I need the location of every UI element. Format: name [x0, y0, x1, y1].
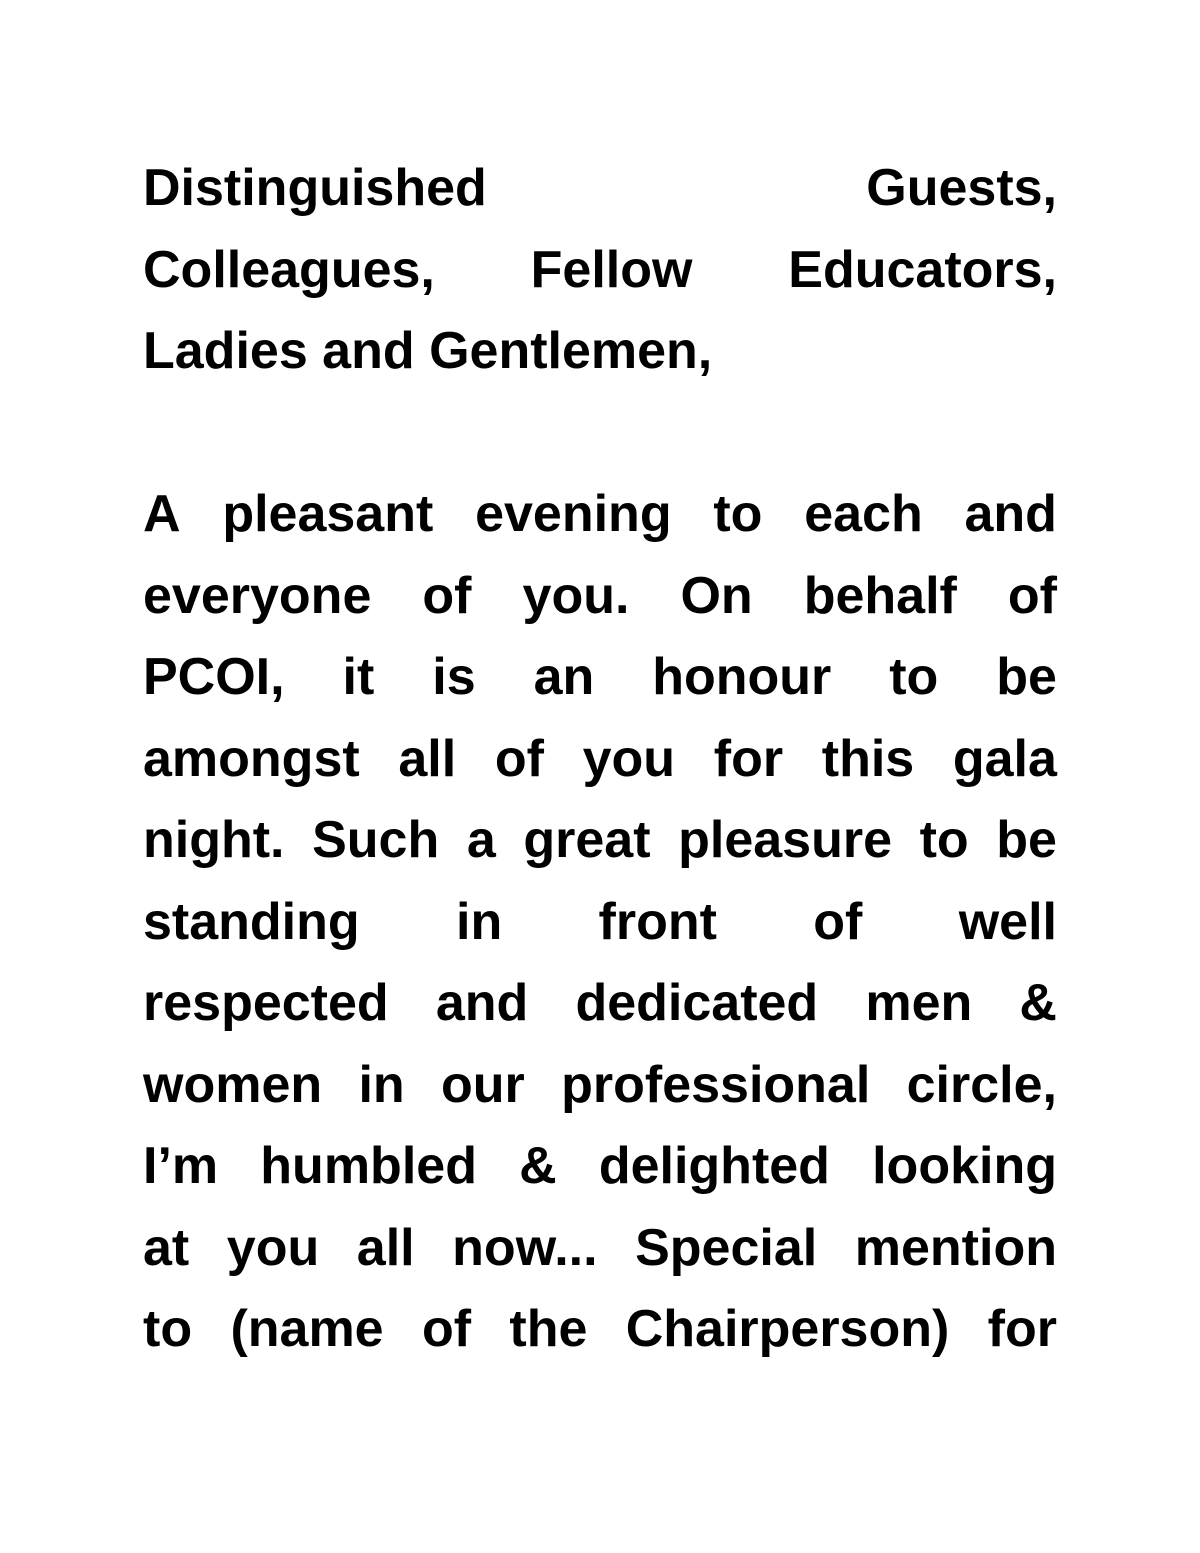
word: delighted [598, 1137, 830, 1195]
word: humbled [260, 1137, 477, 1195]
word: dedicated [575, 974, 819, 1032]
word: looking [872, 1137, 1057, 1195]
word: & [519, 1137, 557, 1195]
word: A [143, 485, 181, 543]
word: evening [475, 485, 672, 543]
word: now... [452, 1218, 598, 1277]
word: each [804, 485, 923, 543]
word: you [226, 1218, 320, 1277]
word: for [987, 1300, 1057, 1358]
word: all [398, 729, 457, 788]
word: women [143, 1055, 323, 1114]
word: all [356, 1218, 415, 1277]
word: Chairperson) [625, 1300, 950, 1358]
word: you [582, 729, 676, 788]
word: Educators, [788, 240, 1057, 299]
word: front [598, 892, 717, 951]
body-line [143, 1126, 1057, 1208]
word: Special [635, 1218, 818, 1277]
body-paragraph [143, 474, 1057, 1371]
word: it [342, 648, 375, 706]
body-line [143, 1045, 1057, 1127]
word: (name [230, 1300, 384, 1358]
body-line [143, 882, 1057, 964]
word: Such [312, 811, 440, 869]
salutation-text: Ladies and Gentlemen, [143, 322, 713, 380]
word: to [713, 485, 763, 543]
word: I’m [143, 1137, 219, 1195]
word: honour [652, 648, 832, 706]
word: pleasant [222, 485, 434, 543]
word: at [143, 1218, 190, 1277]
word: pleasure [678, 811, 892, 869]
body-line [143, 637, 1057, 719]
word: respected [143, 974, 389, 1032]
word: our [441, 1055, 525, 1114]
word: for [713, 729, 784, 788]
word: behalf [803, 566, 957, 625]
word: professional [561, 1055, 871, 1114]
word: of [1007, 566, 1057, 625]
body-line [143, 963, 1057, 1045]
word: night. [143, 811, 285, 869]
word: mention [854, 1218, 1057, 1277]
word: in [358, 1055, 405, 1114]
salutation-line-3 [143, 311, 1057, 393]
speech-text [143, 148, 1057, 1371]
word: amongst [143, 729, 360, 788]
word: Distinguished [143, 159, 487, 217]
word: circle, [906, 1055, 1057, 1114]
word: to [919, 811, 969, 869]
word: be [996, 811, 1057, 869]
salutation-line-2 [143, 230, 1057, 312]
word: standing [143, 892, 360, 951]
word: Fellow [530, 240, 693, 299]
word: men [865, 974, 973, 1032]
word: of [422, 566, 472, 625]
word: & [1019, 974, 1057, 1032]
word: PCOI, [143, 648, 285, 706]
body-line [143, 800, 1057, 882]
body-line [143, 1289, 1057, 1371]
word: you. [522, 566, 630, 625]
word: the [509, 1300, 588, 1358]
word: and [435, 974, 529, 1032]
body-line [143, 1208, 1057, 1290]
word: of [494, 729, 544, 788]
word: well [958, 892, 1057, 951]
word: On [680, 566, 753, 625]
body-line [143, 556, 1057, 638]
body-line [143, 719, 1057, 801]
word: gala [952, 729, 1057, 788]
paragraph-gap [143, 393, 1057, 475]
body-line [143, 474, 1057, 556]
word: of [813, 892, 863, 951]
salutation-line-1 [143, 148, 1057, 230]
word: this [821, 729, 915, 788]
word: everyone [143, 566, 372, 625]
word: and [964, 485, 1057, 543]
word: to [889, 648, 939, 706]
word: Colleagues, [143, 240, 435, 299]
word: in [456, 892, 503, 951]
word: an [533, 648, 595, 706]
word: is [432, 648, 476, 706]
word: Guests, [866, 159, 1057, 217]
word: be [996, 648, 1057, 706]
word: of [421, 1300, 472, 1358]
word: great [523, 811, 651, 869]
word: to [143, 1300, 193, 1358]
word: a [466, 811, 496, 869]
